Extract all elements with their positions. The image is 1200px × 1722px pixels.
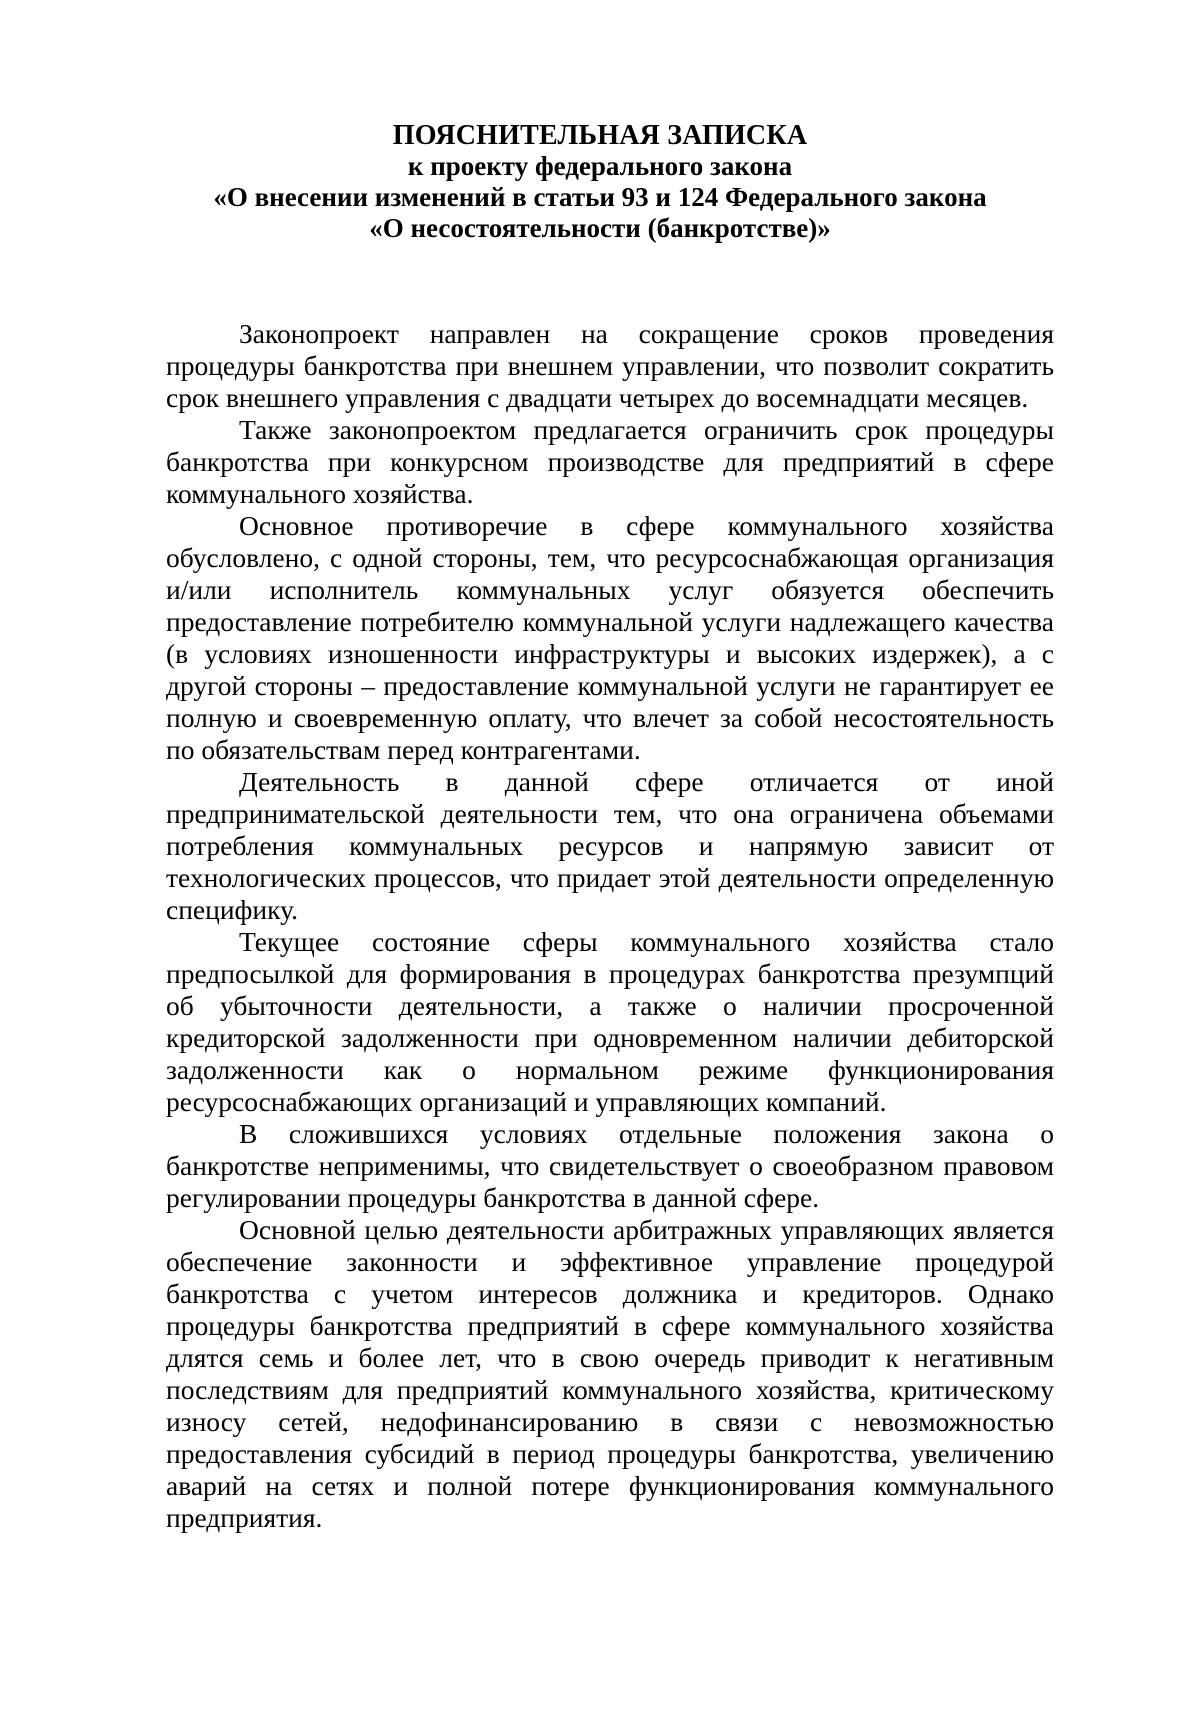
document-subtitle-line-1: к проекту федерального закона <box>407 151 793 181</box>
paragraph: Деятельность в данной сфере отличается от иной предпринимательской деятельности тем, что она ограничена объемами потребления коммунальных ресурсов и напрямую зависит от технологических процессов, что придает этой деятельности определенную специфику. <box>166 766 1054 925</box>
paragraph: В сложившихся условиях отдельные положения закона о банкротстве неприменимы, что свидетельствует о своеобразном правовом регулировании процедуры банкротства в данной сфере. <box>166 1118 1054 1213</box>
paragraph: Основной целью деятельности арбитражных управляющих является обеспечение законности и эффективное управление процедурой банкротства с учетом интересов должника и кредиторов. Однако процедуры банкротства предприятий в сфере коммунального хозяйства длятся семь и более лет, что в свою очередь приводит к негативным последствиям для предприятий коммунального хозяйства, критическому износу сетей, недофинансированию в связи с невозможностью предоставления субсидий в период процедуры банкротства, увеличению аварий на сетях и полной потере функционирования коммунального предприятия. <box>166 1214 1054 1533</box>
paragraph: Текущее состояние сферы коммунального хозяйства стало предпосылкой для формирования в процедурах банкротства презумпций об убыточности деятельности, а также о наличии просроченной кредиторской задолженности при одновременном наличии дебиторской задолженности как о нормальном режиме функционирования ресурсоснабжающих организаций и управляющих компаний. <box>166 926 1054 1117</box>
paragraph: Также законопроектом предлагается ограничить срок процедуры банкротства при конкурсном производстве для предприятий в сфере коммунального хозяйства. <box>166 414 1054 509</box>
document-body <box>166 318 1054 1534</box>
document-header <box>150 120 1050 244</box>
document-subtitle-line-2: «О внесении изменений в статьи 93 и 124 Федерального закона <box>213 182 987 212</box>
document-title: ПОЯСНИТЕЛЬНАЯ ЗАПИСКА <box>392 120 808 151</box>
paragraph: Основное противоречие в сфере коммунального хозяйства обусловлено, с одной стороны, тем, что ресурсоснабжающая организация и/или исполнитель коммунальных услуг обязуется обеспечить предоставление потребителю коммунальной услуги надлежащего качества (в условиях изношенности инфраструктуры и высоких издержек), а с другой стороны – предоставление коммунальной услуги не гарантирует ее полную и своевременную оплату, что влечет за собой несостоятельность по обязательствам перед контрагентами. <box>166 510 1054 765</box>
paragraph: Законопроект направлен на сокращение сроков проведения процедуры банкротства при внешнем управлении, что позволит сократить срок внешнего управления с двадцати четырех до восемнадцати месяцев. <box>166 318 1054 413</box>
document-subtitle-line-3: «О несостоятельности (банкротстве)» <box>369 213 831 243</box>
